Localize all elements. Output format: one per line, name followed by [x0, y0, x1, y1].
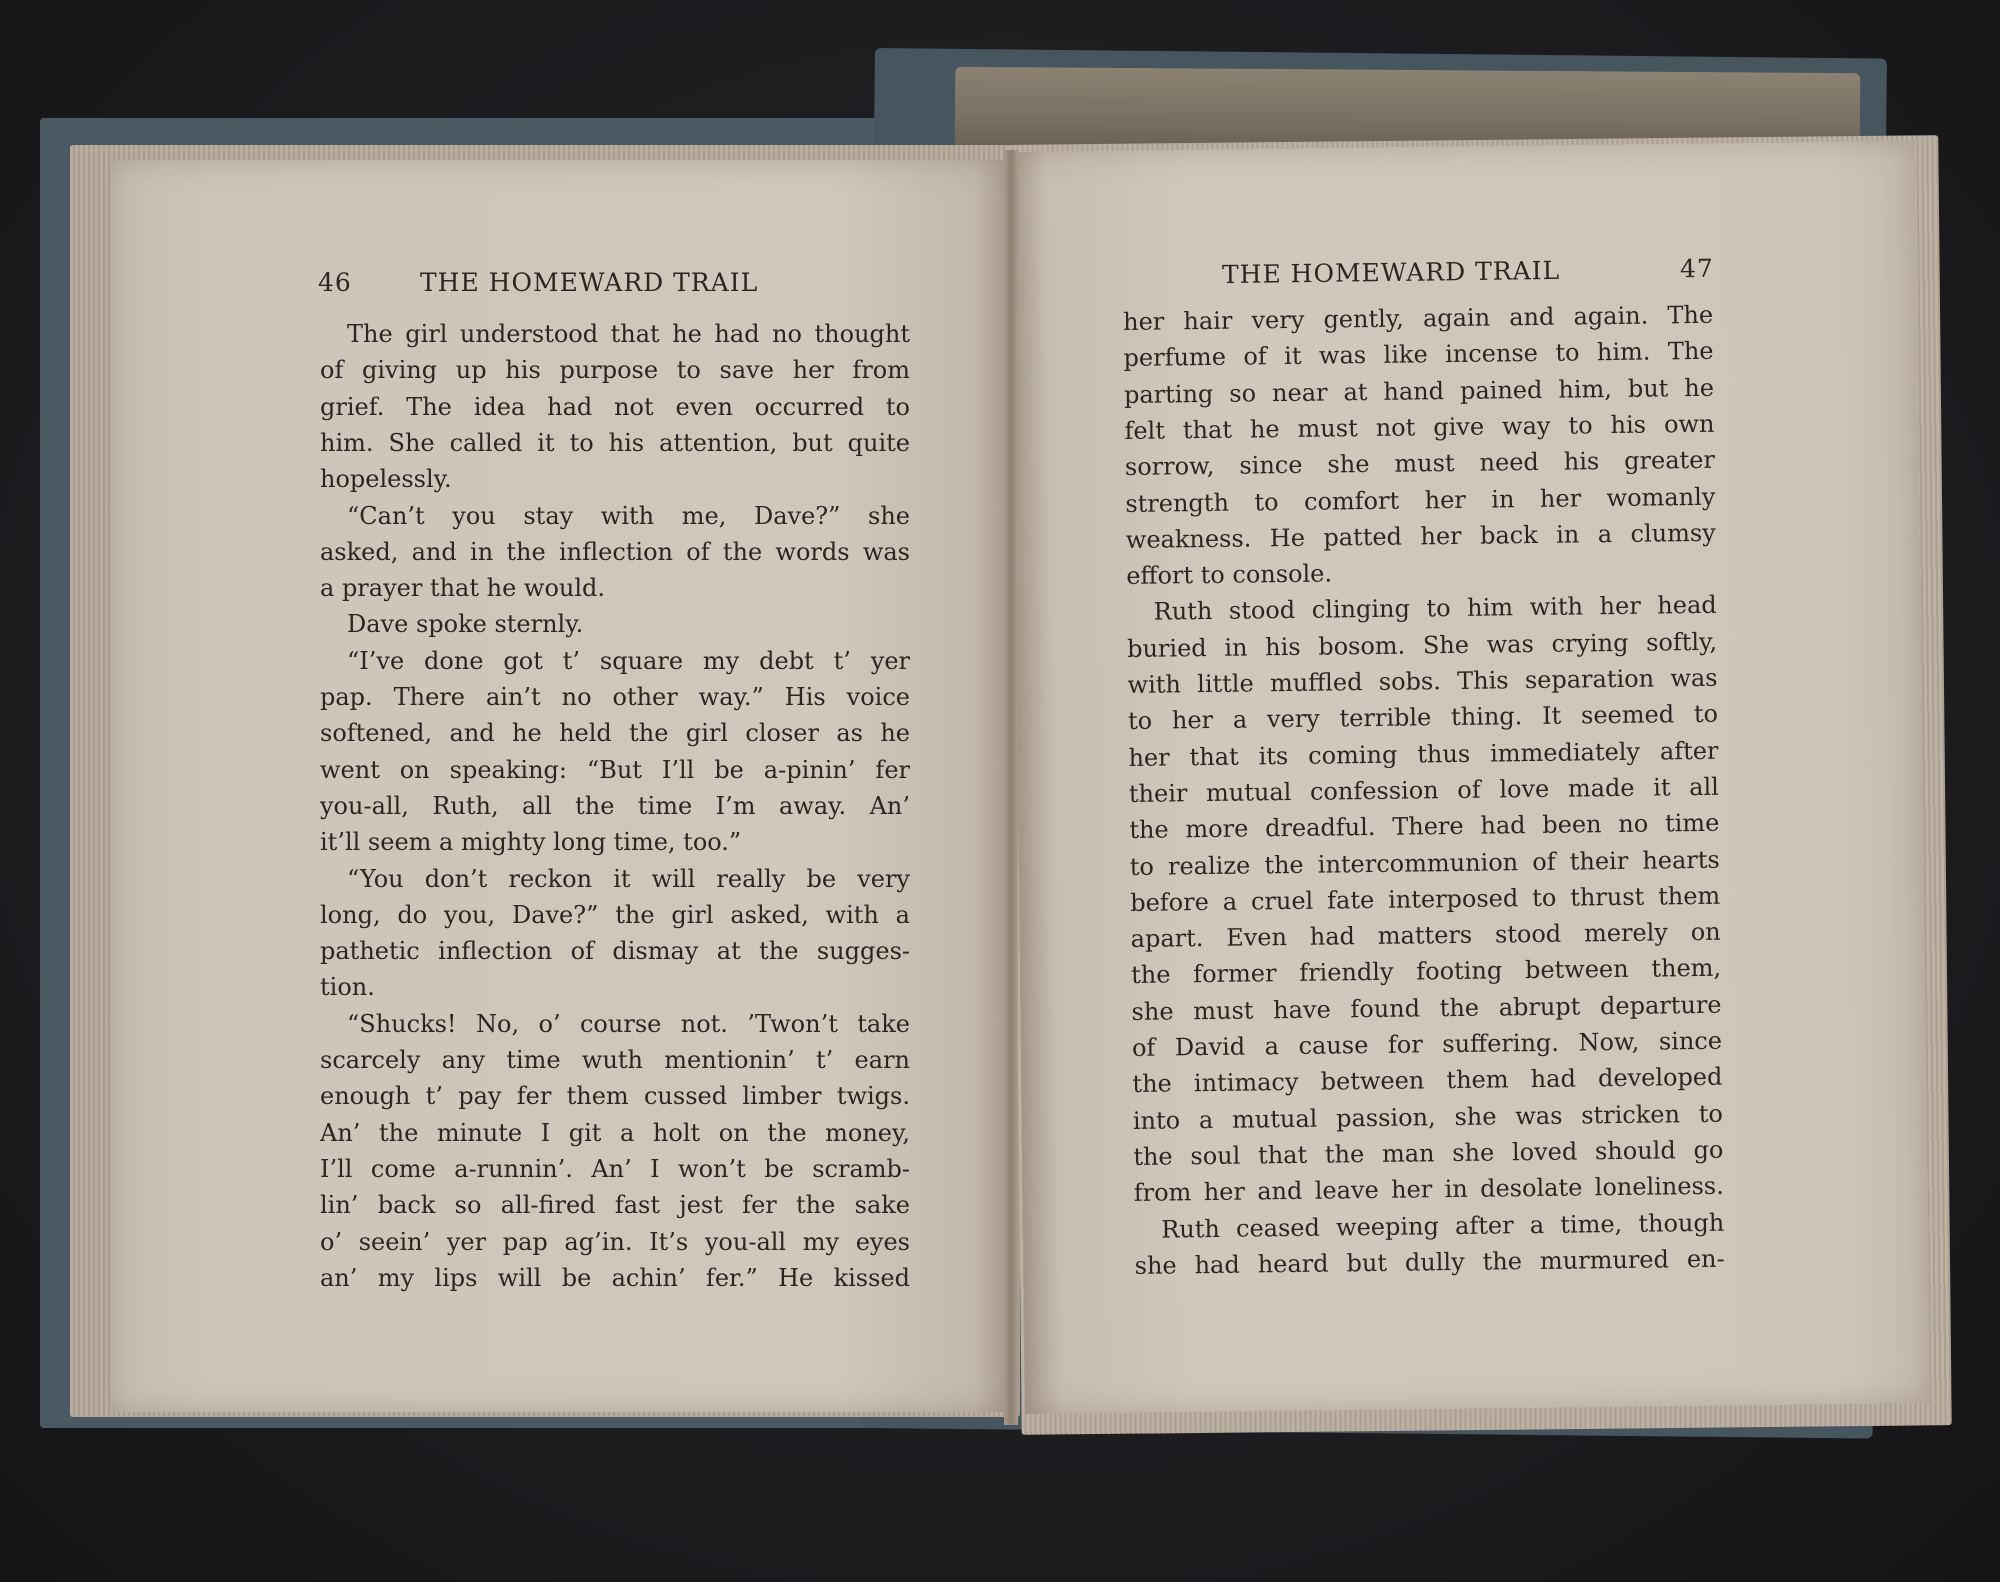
text-line: I’ll come a-runnin’. An’ I won’t be scramb-	[320, 1154, 910, 1183]
text-line: to realize the intercommunion of their hearts	[1129, 845, 1720, 881]
text-line: went on speaking: “But I’ll be a-pinin’ fer	[320, 755, 910, 784]
text-line: The girl understood that he had no thought	[347, 320, 910, 348]
text-line: lin’ back so all-fired fast jest fer the sake	[320, 1191, 910, 1220]
text-line: it’ll seem a mighty long time, too.”	[320, 828, 742, 857]
text-line: “You don’t reckon it will really be very	[347, 864, 910, 893]
text-line: long, do you, Dave?” the girl asked, with a	[320, 900, 910, 929]
text-line: grief. The idea had not even occurred to	[320, 392, 910, 421]
text-line: their mutual confession of love made it all	[1128, 772, 1720, 808]
text-line: before a cruel fate interposed to thrust them	[1130, 881, 1721, 917]
text-line: Ruth stood clinging to him with her head	[1153, 591, 1717, 627]
text-line: enough t’ pay fer them cussed limber twigs.	[320, 1082, 910, 1111]
text-line: effort to console.	[1126, 559, 1333, 591]
text-line: “Shucks! No, o’ course not. ’Twon’t take	[347, 1009, 910, 1038]
text-line: o’ seein’ yer pap ag’in. It’s you-all my eyes	[320, 1227, 910, 1256]
text-line: her that its coming thus immediately after	[1128, 736, 1719, 772]
text-line: she had heard but dully the murmured en-	[1134, 1244, 1725, 1280]
text-line: apart. Even had matters stood merely on	[1130, 917, 1721, 954]
text-line: sorrow, since she must need his greater	[1124, 445, 1716, 482]
text-line: the more dreadful. There had been no time	[1129, 808, 1720, 845]
text-line: an’ my lips will be achin’ fer.” He kissed	[320, 1263, 910, 1292]
text-line: the former friendly footing between them,	[1130, 954, 1722, 990]
text-line: from her and leave her in desolate loneliness.	[1133, 1171, 1724, 1208]
text-line: a prayer that he would.	[320, 574, 606, 603]
text-line: parting so near at hand pained him, but he	[1123, 373, 1715, 409]
text-line: tion.	[320, 973, 375, 1002]
text-line: “Can’t you stay with me, Dave?” she	[347, 501, 910, 530]
text-line: Ruth ceased weeping after a time, though	[1161, 1208, 1725, 1244]
text-line: her hair very gently, again and again. The	[1122, 300, 1714, 336]
text-line: you-all, Ruth, all the time I’m away. An’	[320, 791, 910, 820]
right-page-number: 47	[1679, 253, 1714, 284]
text-line: of David a cause for suffering. Now, since	[1131, 1026, 1723, 1062]
text-line: scarcely any time wuth mentionin’ t’ earn	[320, 1046, 910, 1074]
text-line: weakness. He patted her back in a clumsy	[1125, 518, 1716, 554]
text-line: of giving up his purpose to save her from	[320, 356, 910, 385]
text-line: to her a very terrible thing. It seemed to	[1127, 700, 1719, 736]
left-running-head: THE HOMEWARD TRAIL	[420, 268, 759, 297]
text-line: she must have found the abrupt departure	[1131, 990, 1722, 1026]
text-line: perfume of it was like incense to him. The	[1123, 337, 1714, 373]
text-line: him. She called it to his attention, but quite	[320, 428, 910, 457]
text-line: buried in his bosom. She was crying softly,	[1126, 627, 1718, 663]
text-line: hopelessly.	[320, 465, 452, 494]
right-running-head: THE HOMEWARD TRAIL	[1221, 255, 1561, 290]
left-page-number: 46	[318, 268, 352, 297]
text-line: pathetic inflection of dismay at the sugges-	[320, 937, 910, 966]
text-line: pap. There ain’t no other way.” His voice	[320, 683, 910, 711]
text-line: asked, and in the inflection of the words was	[320, 537, 910, 566]
text-line: into a mutual passion, she was stricken to	[1132, 1099, 1724, 1135]
right-page-text	[1122, 300, 1730, 1300]
text-line: the soul that the man she loved should go	[1133, 1135, 1724, 1171]
text-line: “I’ve done got t’ square my debt t’ yer	[347, 646, 910, 675]
text-line: the intimacy between them had developed	[1132, 1063, 1723, 1099]
text-line: felt that he must not give way to his own	[1124, 409, 1715, 445]
text-line: softened, and he held the girl closer as he	[320, 719, 910, 748]
text-line: An’ the minute I git a holt on the money,	[320, 1118, 910, 1147]
book-gutter	[1004, 150, 1018, 1425]
left-page-text	[320, 322, 910, 1312]
text-line: strength to comfort her in her womanly	[1125, 482, 1716, 518]
text-line: Dave spoke sternly.	[347, 610, 584, 639]
text-line: with little muffled sobs. This separation was	[1127, 663, 1718, 699]
